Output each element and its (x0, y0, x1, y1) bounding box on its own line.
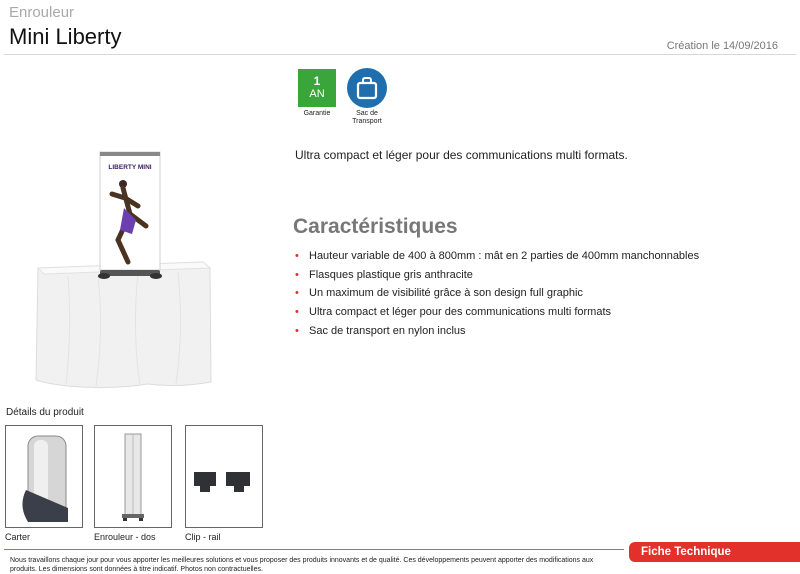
feature-text: Un maximum de visibilité grâce à son design full graphic (309, 287, 583, 300)
bag-label-line1: Sac de (356, 110, 378, 117)
warranty-number: 1 (313, 74, 321, 88)
page-title: Mini Liberty (9, 24, 122, 49)
features-list (295, 249, 699, 342)
feature-item (295, 305, 699, 324)
bag-icon (354, 75, 380, 101)
product-category: Enrouleur (9, 4, 75, 21)
bag-label-line2: Transport (352, 118, 382, 125)
header-divider (4, 54, 796, 55)
transport-bag-label (344, 110, 390, 126)
thumb-clip-rail (185, 425, 263, 528)
bullet-icon: • (295, 250, 299, 262)
feature-item (295, 286, 699, 305)
features-title: Caractéristiques (293, 215, 458, 238)
banner-text: LIBERTY MINI (108, 164, 152, 171)
feature-text: Hauteur variable de 400 à 800mm : mât en 2 parties de 400mm manchonnables (309, 250, 700, 262)
footer-disclaimer: Nous travaillons chaque jour pour vous apporter les meilleures solutions et vous proposer des produits innovants et de qualité. Ces développements peuvent apporter des modifications aux produits. Les dimensions sont données à titre indicatif. Photos non contractuelles. (10, 557, 594, 573)
thumb-caption-enrouleur-dos: Enrouleur - dos (94, 532, 156, 542)
product-intro: Ultra compact et léger pour des communications multi formats. (295, 148, 628, 162)
product-photo (28, 150, 218, 390)
warranty-badge (298, 69, 336, 107)
creation-date: Création le 14/09/2016 (666, 40, 778, 52)
thumb-carter (5, 425, 83, 528)
details-title: Détails du produit (6, 407, 84, 418)
footer-divider (4, 549, 624, 550)
feature-text: Ultra compact et léger pour des communications multi formats (309, 306, 612, 319)
feature-item (295, 324, 699, 343)
thumb-enrouleur-dos (94, 425, 172, 528)
bullet-icon: • (295, 306, 299, 319)
thumb-caption-clip-rail: Clip - rail (185, 532, 221, 542)
feature-item (295, 268, 699, 287)
feature-item (295, 249, 699, 268)
thumb-caption-carter: Carter (5, 532, 31, 542)
feature-text: Sac de transport en nylon inclus (309, 324, 466, 337)
technical-sheet-tab: Fiche Technique (629, 542, 800, 562)
bullet-icon: • (295, 324, 299, 337)
warranty-unit: AN (309, 88, 325, 100)
bullet-icon: • (295, 268, 299, 281)
bullet-icon: • (295, 287, 299, 300)
transport-bag-badge (347, 68, 387, 108)
warranty-label: Garantie (303, 110, 331, 117)
feature-text: Flasques plastique gris anthracite (309, 268, 473, 281)
